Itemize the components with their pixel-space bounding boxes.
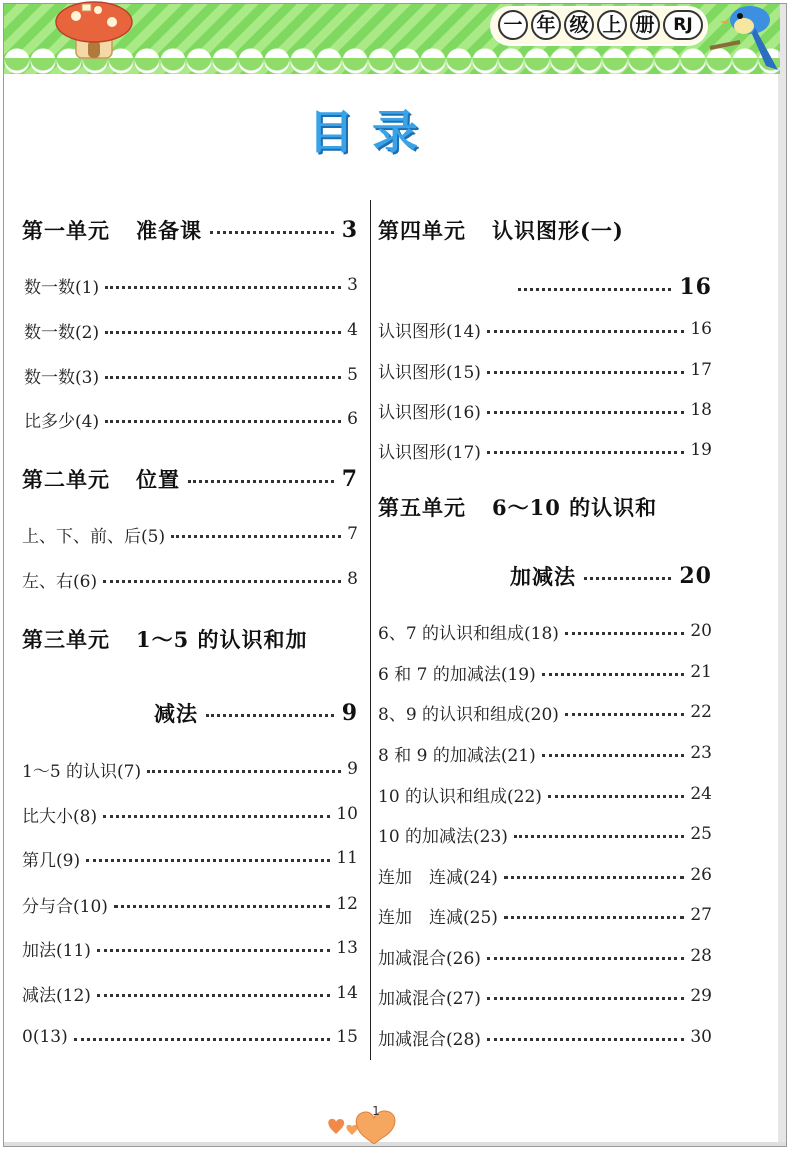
- entry-label: 连加 连减(24): [378, 867, 498, 888]
- dot-leader: [487, 1038, 684, 1041]
- unit-3-subtitle-line2: 减法: [154, 701, 198, 726]
- entry-label: 8 和 9 的加减法(21): [378, 745, 536, 766]
- title-char-1: 目: [308, 105, 354, 159]
- unit-5-page: 20: [679, 563, 712, 589]
- entry-page: 25: [690, 824, 712, 844]
- entry-page: 5: [347, 365, 358, 385]
- entry-page: 24: [690, 784, 712, 804]
- dot-leader: [188, 480, 334, 483]
- dot-leader: [504, 916, 684, 919]
- dot-leader: [542, 673, 685, 676]
- toc-entry[interactable]: [22, 799, 358, 829]
- toc-unit-3-continued[interactable]: [154, 698, 358, 728]
- unit-4-title: 第四单元: [378, 218, 466, 243]
- entry-page: 30: [690, 1027, 712, 1047]
- unit-1-title: 第一单元: [22, 218, 110, 243]
- unit-3-title: 第三单元: [22, 627, 110, 652]
- dot-leader: [103, 815, 330, 818]
- entry-page: 27: [690, 905, 712, 925]
- toc-entry[interactable]: [378, 314, 712, 344]
- toc-unit-4-page-row[interactable]: [518, 272, 712, 302]
- grade-char-4: 上: [597, 10, 627, 40]
- entry-label: 10 的加减法(23): [378, 826, 508, 847]
- toc-entry[interactable]: [22, 564, 358, 594]
- dot-leader: [487, 371, 684, 374]
- grade-char-5: 册: [630, 10, 660, 40]
- toc-entry[interactable]: [378, 981, 712, 1011]
- dot-leader: [518, 288, 671, 291]
- dot-leader: [514, 835, 684, 838]
- toc-entry[interactable]: [22, 889, 358, 919]
- dot-leader: [584, 577, 671, 580]
- unit-3-subtitle-line1: 1～5 的认识和加: [136, 627, 308, 652]
- dot-leader: [206, 714, 334, 717]
- entry-label: 认识图形(17): [378, 442, 481, 463]
- entry-page: 22: [690, 702, 712, 722]
- entry-label: 8、9 的认识和组成(20): [378, 704, 559, 725]
- entry-label: 加减混合(28): [378, 1029, 481, 1050]
- unit-3-page: 9: [341, 700, 358, 726]
- dot-leader: [542, 754, 685, 757]
- entry-label: 认识图形(14): [378, 321, 481, 342]
- toc-entry[interactable]: [378, 657, 712, 687]
- dot-leader: [105, 420, 341, 423]
- toc-entry[interactable]: [378, 779, 712, 809]
- entry-page: 19: [690, 440, 712, 460]
- unit-1-subtitle: 准备课: [136, 218, 202, 243]
- title-char-2: 录: [372, 105, 418, 159]
- toc-unit-2[interactable]: [22, 464, 358, 494]
- entry-label: 数一数(2): [24, 322, 100, 343]
- entry-label: 数一数(1): [24, 277, 100, 298]
- toc-entry[interactable]: [378, 941, 712, 971]
- dot-leader: [74, 1038, 331, 1041]
- entry-label: 10 的认识和组成(22): [378, 786, 542, 807]
- mushroom-house-icon: [52, 0, 136, 62]
- entry-label: 第几(9): [22, 850, 81, 871]
- entry-label: 比多少(4): [24, 411, 100, 432]
- entry-label: 6 和 7 的加减法(19): [378, 664, 536, 685]
- entry-page: 7: [347, 524, 358, 544]
- dot-leader: [487, 411, 684, 414]
- dot-leader: [97, 994, 330, 997]
- toc-entry[interactable]: [22, 754, 358, 784]
- entry-page: 18: [690, 400, 712, 420]
- toc-entry[interactable]: [378, 900, 712, 930]
- entry-page: 20: [690, 621, 712, 641]
- toc-unit-3[interactable]: [22, 624, 308, 654]
- entry-label: 左、右(6): [22, 571, 98, 592]
- dot-leader: [97, 949, 330, 952]
- toc-entry[interactable]: [24, 360, 358, 390]
- unit-4-subtitle: 认识图形(一): [492, 218, 624, 243]
- entry-page: 29: [690, 986, 712, 1006]
- entry-page: 4: [347, 320, 358, 340]
- grade-char-2: 年: [531, 10, 561, 40]
- entry-page: 14: [336, 983, 358, 1003]
- page-number: 1: [372, 1104, 380, 1118]
- entry-label: 分与合(10): [22, 896, 108, 917]
- entry-page: 15: [336, 1027, 358, 1047]
- entry-label: 6、7 的认识和组成(18): [378, 623, 559, 644]
- entry-label: 加减混合(26): [378, 948, 481, 969]
- entry-label: 数一数(3): [24, 367, 100, 388]
- dot-leader: [487, 957, 684, 960]
- grade-edition: RJ: [663, 10, 703, 40]
- unit-5-subtitle-line1: 6～10 的认识和: [492, 495, 658, 520]
- entry-page: 12: [336, 894, 358, 914]
- dot-leader: [105, 331, 341, 334]
- toc-entry[interactable]: [378, 819, 712, 849]
- entry-page: 13: [336, 938, 358, 958]
- toc-entry[interactable]: [378, 435, 712, 465]
- entry-label: 上、下、前、后(5): [22, 526, 166, 547]
- bluebird-icon: [700, 0, 782, 76]
- toc-entry[interactable]: [22, 519, 358, 549]
- toc-entry[interactable]: [22, 843, 358, 873]
- toc-entry[interactable]: [24, 315, 358, 345]
- dot-leader: [210, 231, 334, 234]
- toc-entry[interactable]: [378, 1022, 712, 1052]
- toc-entry[interactable]: [378, 738, 712, 768]
- entry-page: 26: [690, 865, 712, 885]
- entry-page: 28: [690, 946, 712, 966]
- toc-unit-1[interactable]: [22, 215, 358, 245]
- dot-leader: [105, 376, 341, 379]
- entry-page: 10: [336, 804, 358, 824]
- entry-page: 23: [690, 743, 712, 763]
- hearts-icon: [322, 1094, 412, 1144]
- entry-label: 0(13): [22, 1027, 68, 1047]
- dot-leader: [487, 451, 684, 454]
- dot-leader: [147, 770, 341, 773]
- unit-2-title: 第二单元: [22, 467, 110, 492]
- entry-label: 认识图形(15): [378, 362, 481, 383]
- entry-page: 3: [347, 275, 358, 295]
- toc-entry[interactable]: [22, 1022, 358, 1052]
- toc-entry[interactable]: [378, 616, 712, 646]
- dot-leader: [171, 535, 341, 538]
- entry-label: 认识图形(16): [378, 402, 481, 423]
- unit-5-title: 第五单元: [378, 495, 466, 520]
- entry-page: 16: [690, 319, 712, 339]
- dot-leader: [103, 580, 341, 583]
- toc-entry[interactable]: [22, 933, 358, 963]
- toc-entry[interactable]: [22, 978, 358, 1008]
- dot-leader: [565, 713, 684, 716]
- entry-label: 比大小(8): [22, 806, 98, 827]
- dot-leader: [548, 795, 684, 798]
- entry-label: 连加 连减(25): [378, 907, 498, 928]
- entry-page: 17: [690, 360, 712, 380]
- page-edge-shadow: [778, 4, 786, 1146]
- entry-label: 1～5 的认识(7): [22, 761, 142, 782]
- toc-unit-5-continued[interactable]: [510, 561, 712, 591]
- dot-leader: [114, 905, 330, 908]
- entry-page: 8: [347, 569, 358, 589]
- entry-page: 9: [347, 759, 358, 779]
- dot-leader: [504, 876, 684, 879]
- toc-entry[interactable]: [378, 395, 712, 425]
- toc-unit-4[interactable]: [378, 215, 624, 245]
- dot-leader: [565, 632, 684, 635]
- toc-entry[interactable]: [24, 404, 358, 434]
- entry-label: 加减混合(27): [378, 988, 481, 1009]
- unit-5-subtitle-line2: 加减法: [510, 564, 576, 589]
- unit-1-page: 3: [341, 217, 358, 243]
- unit-2-subtitle: 位置: [136, 467, 180, 492]
- dot-leader: [105, 286, 341, 289]
- toc-entry[interactable]: [378, 860, 712, 890]
- toc-entry[interactable]: [378, 355, 712, 385]
- toc-unit-5[interactable]: [378, 492, 657, 522]
- entry-page: 21: [690, 662, 712, 682]
- entry-page: 6: [347, 409, 358, 429]
- unit-4-page: 16: [679, 274, 712, 300]
- dot-leader: [487, 997, 684, 1000]
- toc-entry[interactable]: [24, 270, 358, 300]
- dot-leader: [86, 859, 330, 862]
- dot-leader: [487, 330, 684, 333]
- unit-2-page: 7: [341, 466, 358, 492]
- grade-char-1: 一: [498, 10, 528, 40]
- entry-page: 11: [336, 848, 358, 868]
- column-divider: [370, 200, 371, 1060]
- entry-label: 减法(12): [22, 985, 91, 1006]
- toc-entry[interactable]: [378, 697, 712, 727]
- grade-char-3: 级: [564, 10, 594, 40]
- entry-label: 加法(11): [22, 940, 91, 961]
